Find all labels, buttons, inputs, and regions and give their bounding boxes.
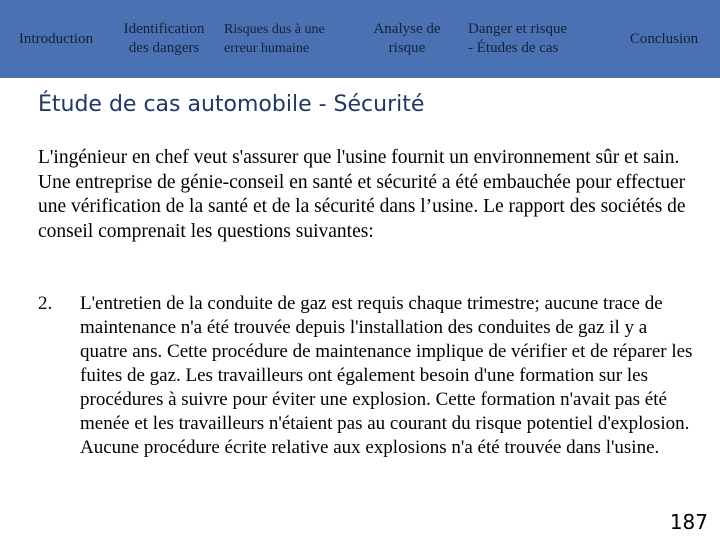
item-text: L'entretien de la conduite de gaz est requis chaque trimestre; aucune trace de maintenance n'a été trouvée depuis l'installation des conduites de gaz il y a quatre ans. Cette procédure de maintenance implique de vérifier et de réparer les fuites de gaz. Les travailleurs ont également besoin d'une formation sur les procédures à suivre pour éviter une explosion. Cette formation n'avait pas été menée et les travailleurs n'étaient pas au courant du risque potentiel d'explosion. Aucune procédure écrite relative aux explosions n'a été trouvée dans l'usine. [80, 293, 693, 458]
intro-paragraph: L'ingénieur en chef veut s'assurer que l'usine fournit un environnement sûr et sain. Une entreprise de génie-conseil en santé et sécurité a été embauchée pour effectuer une vérification de la santé et de la sécurité dans l’usine. Le rapport des sociétés de conseil comprenait les questions suivantes: [38, 147, 686, 242]
nav-risques-erreur-humaine[interactable]: Risques dus à une erreur humaine [224, 22, 325, 56]
nav-analyse-de-risque[interactable]: Analyse de risque [373, 21, 441, 56]
nav-danger-et-risque-etudes-de-cas[interactable]: Danger et risque - Études de cas [468, 21, 568, 56]
item-number: 2. [38, 293, 53, 314]
nav-conclusion[interactable]: Conclusion [629, 30, 699, 47]
numbered-item [38, 292, 698, 460]
nav-introduction[interactable]: Introduction [18, 30, 94, 47]
page-number: 187 [669, 510, 708, 534]
nav-identification-des-dangers[interactable]: Identification des dangers [123, 21, 205, 56]
top-navigation-bar [0, 0, 720, 78]
slide-title: Étude de cas automobile - Sécurité [38, 92, 425, 117]
